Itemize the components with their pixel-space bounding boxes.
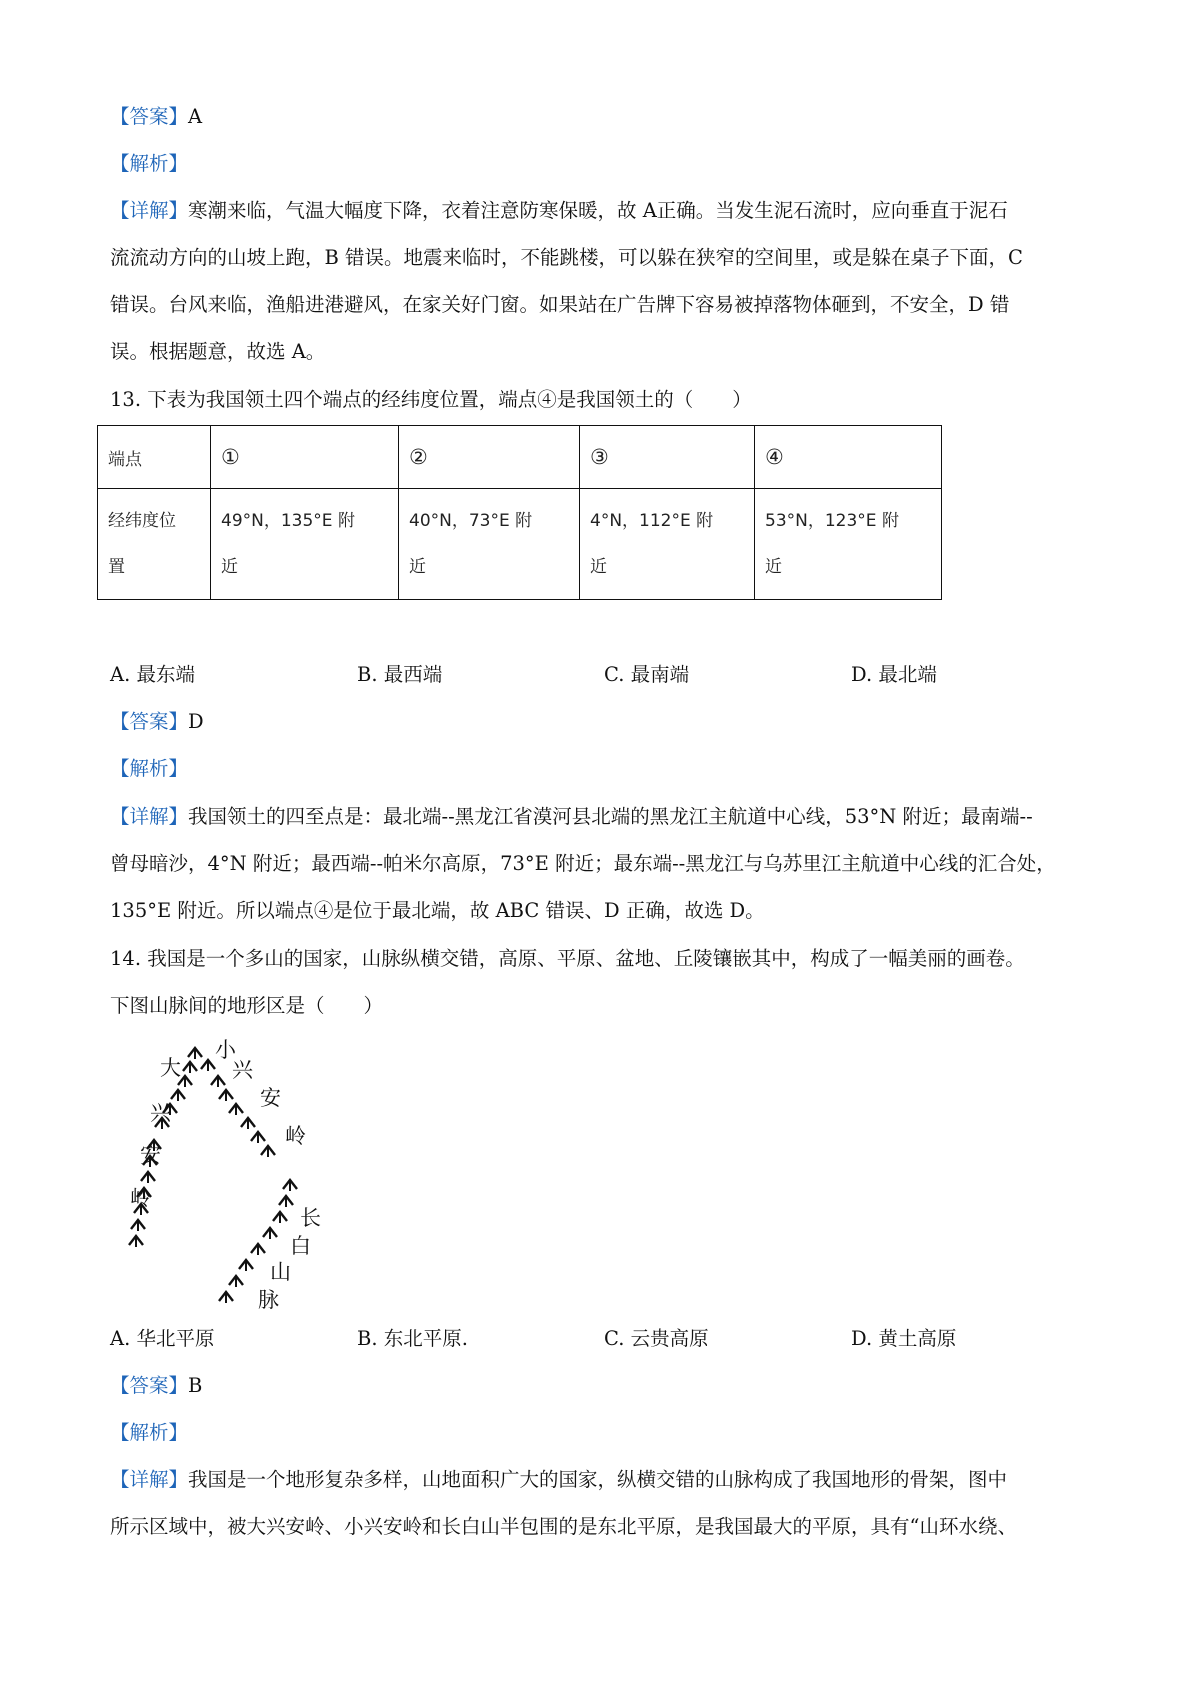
detail-tag: 【详解】 xyxy=(110,1468,189,1491)
answer-tag: 【答案】 xyxy=(110,710,189,733)
table-row xyxy=(98,489,942,600)
q13-stem: 13. 下表为我国领土四个端点的经纬度位置，端点④是我国领土的（ ） xyxy=(110,388,752,411)
cell-line: 近 xyxy=(409,557,426,577)
map-label: 兴 xyxy=(232,1058,253,1082)
map-label: 小 xyxy=(215,1038,236,1062)
cell-line: 53°N，123°E 附 xyxy=(765,511,899,531)
map-label: 脉 xyxy=(258,1288,279,1312)
q14-option-a: A. 华北平原 xyxy=(110,1327,215,1350)
q12-detail-line-4: 误。根据题意，故选 A。 xyxy=(110,340,326,363)
cell-line: 经纬度位 xyxy=(108,511,176,531)
answer-tag: 【答案】 xyxy=(110,1374,189,1397)
map-label: 白 xyxy=(290,1234,311,1258)
cell-line: 4°N，112°E 附 xyxy=(590,511,714,531)
q13-detail-line-1 xyxy=(110,805,1033,829)
table-cell xyxy=(755,489,942,600)
detail-tag: 【详解】 xyxy=(110,199,189,222)
analysis-tag: 【解析】 xyxy=(110,152,189,175)
map-label: 兴 xyxy=(150,1101,171,1125)
cell-line: 49°N，135°E 附 xyxy=(221,511,355,531)
map-label: 岭 xyxy=(130,1186,151,1210)
analysis-tag: 【解析】 xyxy=(110,757,189,780)
q14-option-d: D. 黄土高原 xyxy=(851,1327,957,1350)
q14-analysis xyxy=(110,1421,188,1445)
table-header-cell: ① xyxy=(211,426,399,489)
map-label: 长 xyxy=(300,1206,321,1230)
q13-option-c: C. 最南端 xyxy=(604,663,690,686)
q14-stem-line-2: 下图山脉间的地形区是（ ） xyxy=(110,994,384,1017)
cell-line: 近 xyxy=(221,557,238,577)
map-label: 山 xyxy=(270,1260,291,1284)
map-label: 安 xyxy=(260,1086,281,1110)
mountain-symbols-changbai xyxy=(219,1180,297,1303)
answer-value: D xyxy=(188,710,204,733)
analysis-tag: 【解析】 xyxy=(110,1421,189,1444)
q14-detail-line-2: 所示区域中，被大兴安岭、小兴安岭和长白山半包围的是东北平原，是我国最大的平原，具有“山环水绕、 xyxy=(110,1515,1017,1538)
mountain-ranges-map xyxy=(110,1035,350,1315)
table-cell xyxy=(211,489,399,600)
q14-option-c: C. 云贵高原 xyxy=(604,1327,709,1350)
table-header-cell: ④ xyxy=(755,426,942,489)
q14-stem-line-1: 14. 我国是一个多山的国家，山脉纵横交错，高原、平原、盆地、丘陵镶嵌其中，构成了一幅美丽的画卷。 xyxy=(110,947,1025,970)
detail-tag: 【详解】 xyxy=(110,805,189,828)
table-cell xyxy=(98,489,211,600)
cell-line: 40°N，73°E 附 xyxy=(409,511,533,531)
cell-line: 近 xyxy=(590,557,607,577)
table-cell xyxy=(580,489,755,600)
q13-option-d: D. 最北端 xyxy=(851,663,937,686)
answer-value: B xyxy=(188,1374,203,1397)
q12-detail-line-1 xyxy=(110,199,1008,223)
answer-value: A xyxy=(188,105,203,128)
map-label: 岭 xyxy=(285,1124,306,1148)
answer-tag: 【答案】 xyxy=(110,105,189,128)
q12-analysis xyxy=(110,152,188,176)
q12-detail-line-2: 流流动方向的山坡上跑，B 错误。地震来临时，不能跳楼，可以躲在狭窄的空间里，或是躲在桌子下面，C xyxy=(110,246,1023,269)
detail-text: 我国是一个地形复杂多样，山地面积广大的国家，纵横交错的山脉构成了我国地形的骨架，图中 xyxy=(188,1468,1008,1491)
q12-answer xyxy=(110,105,202,129)
q14-option-b: B. 东北平原. xyxy=(357,1327,468,1350)
cell-line: 置 xyxy=(108,557,125,577)
table-row xyxy=(98,426,942,489)
q14-detail-line-1 xyxy=(110,1468,1007,1492)
map-label: 安 xyxy=(140,1143,161,1167)
map-label: 大 xyxy=(160,1056,181,1080)
cell-line: 近 xyxy=(765,557,782,577)
detail-text: 寒潮来临，气温大幅度下降，衣着注意防寒保暖，故 A正确。当发生泥石流时，应向垂直于泥石 xyxy=(188,199,1008,222)
endpoints-table xyxy=(97,425,942,600)
q14-answer xyxy=(110,1374,202,1398)
detail-text: 我国领土的四至点是：最北端--黑龙江省漠河县北端的黑龙江主航道中心线，53°N 附近；最南端-- xyxy=(188,805,1033,828)
table-header-cell: ③ xyxy=(580,426,755,489)
q12-detail-line-3: 错误。台风来临，渔船进港避风，在家关好门窗。如果站在广告牌下容易被掉落物体砸到，不安全，D 错 xyxy=(110,293,1010,316)
table-cell xyxy=(399,489,580,600)
q13-option-b: B. 最西端 xyxy=(357,663,443,686)
table-header-cell: ② xyxy=(399,426,580,489)
q13-detail-line-2: 曾母暗沙，4°N 附近；最西端--帕米尔高原，73°E 附近；最东端--黑龙江与乌苏里江主航道中心线的汇合处， xyxy=(110,852,1056,875)
q13-detail-line-3: 135°E 附近。所以端点④是位于最北端，故 ABC 错误、D 正确，故选 D。 xyxy=(110,899,765,922)
q13-option-a: A. 最东端 xyxy=(110,663,195,686)
q13-analysis xyxy=(110,757,188,781)
table-header-cell: 端点 xyxy=(98,426,211,489)
q13-answer xyxy=(110,710,204,734)
